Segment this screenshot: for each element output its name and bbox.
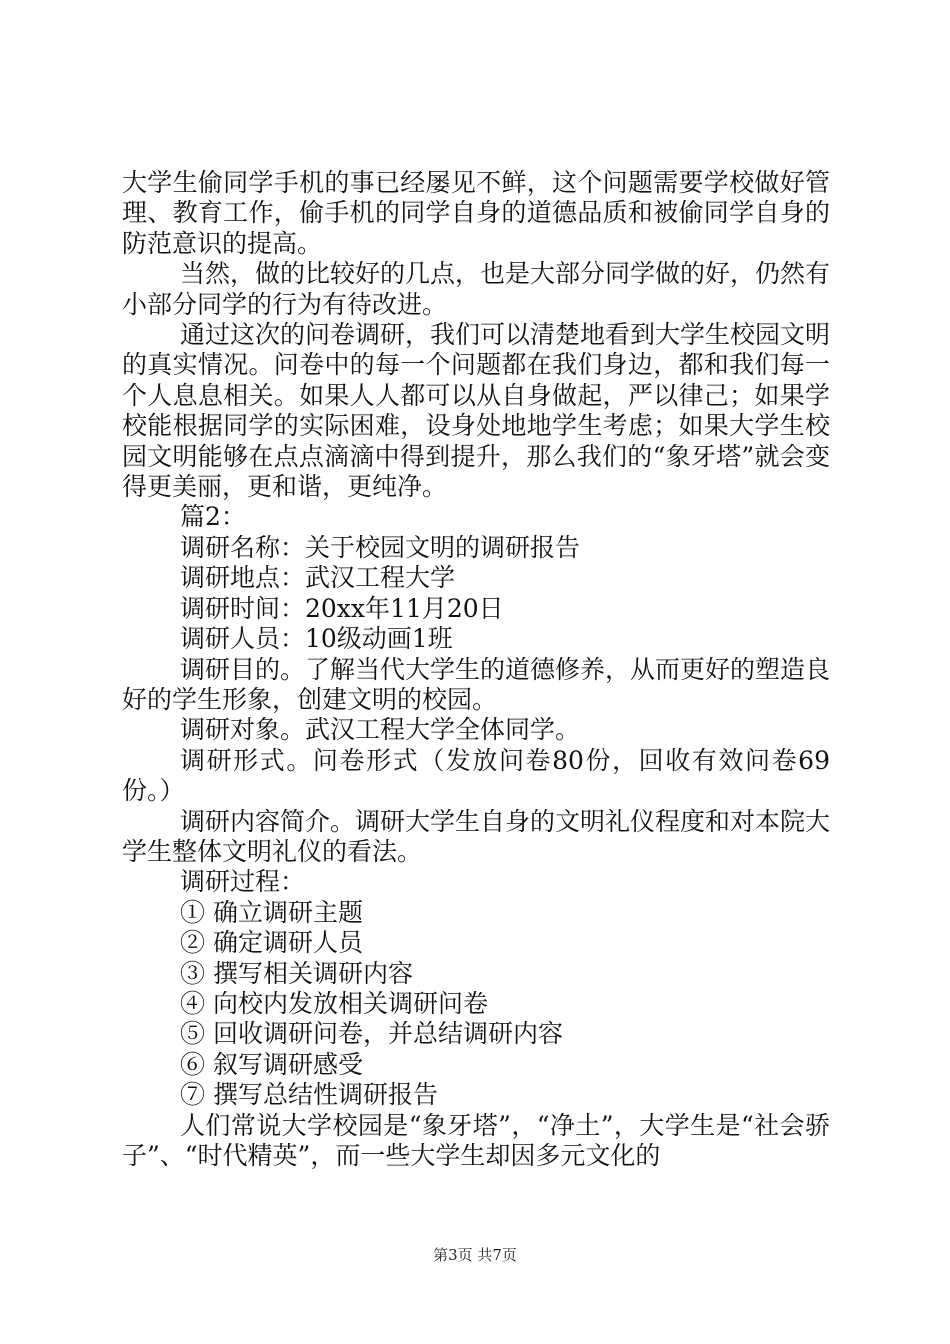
list-item: ② 确定调研人员 [180,928,363,958]
section-heading: 篇2： [180,502,246,532]
info-line: 调研地点：武汉工程大学 [180,563,456,593]
list-item: ④ 向校内发放相关调研问卷 [180,988,488,1018]
info-line: 调研人员：10级动画1班 [180,624,453,654]
paragraph: 当然，做的比较好的几点，也是大部分同学做的好，仍然有小部分同学的行为有待改进。 [122,259,831,319]
list-item: ⑥ 叙写调研感受 [180,1049,363,1079]
info-line: 调研时间：20xx年11月20日 [180,593,504,623]
paragraph: 人们常说大学校园是“象牙塔”，“净土”，大学生是“社会骄子”、“时代精英”，而一些大学生却因多元文化的 [122,1110,830,1170]
page-number-footer: 第3页 共7页 [433,1246,517,1264]
paragraph: 调研形式。问卷形式（发放问卷80份，回收有效问卷69份。） [122,745,830,806]
info-line: 调研名称：关于校园文明的调研报告 [180,532,581,562]
paragraph: 调研目的。了解当代大学生的道德修养，从而更好的塑造良好的学生形象，创建文明的校园。 [122,654,831,714]
document-body [122,168,830,1171]
paragraph: 通过这次的问卷调研，我们可以清楚地看到大学生校园文明的真实情况。问卷中的每一个问题都在我们身边，都和我们每一个人息息相关。如果人人都可以从自身做起，严以律己；如果学校能根据同学的实际困难，设身处地地学生考虑；如果大学生校园文明能够在点点滴滴中得到提升，那么我们的“象牙塔”就会变得更美丽，更和谐，更纯净。 [122,320,831,502]
list-item: ⑤ 回收调研问卷，并总结调研内容 [180,1019,563,1049]
info-line: 调研过程： [180,867,306,897]
list-item: ① 确立调研主题 [180,897,363,927]
paragraph-continuation: 大学生偷同学手机的事已经屡见不鲜，这个问题需要学校做好管理、教育工作，偷手机的同学自身的道德品质和被偷同学自身的防范意识的提高。 [122,168,830,258]
info-line: 调研对象。武汉工程大学全体同学。 [180,715,581,745]
paragraph: 调研内容简介。调研大学生自身的文明礼仪程度和对本院大学生整体文明礼仪的看法。 [122,806,831,866]
list-item: ③ 撰写相关调研内容 [180,958,413,988]
list-item: ⑦ 撰写总结性调研报告 [180,1080,438,1110]
